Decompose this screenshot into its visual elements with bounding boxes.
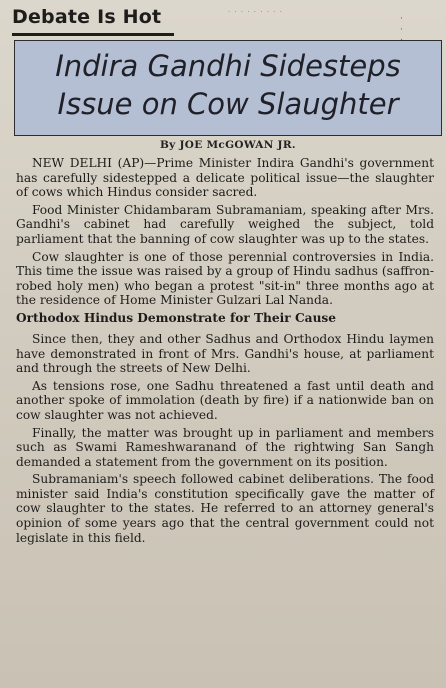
headline-line-2: Issue on Cow Slaughter bbox=[57, 87, 399, 121]
paragraph-5: As tensions rose, one Sadhu threatened a fast until death and another spoke of immolation (death by fire) if a nationwide ban on cow slaughter was not achieved. bbox=[16, 378, 434, 422]
kicker-rule bbox=[12, 33, 174, 36]
headline-box bbox=[14, 40, 442, 136]
paragraph-6: Finally, the matter was brought up in parliament and members such as Swami Rameshwaranand of the rightwing San Sangh demanded a statement from the government on its position. bbox=[16, 425, 434, 469]
paragraph-2: Food Minister Chidambaram Subramaniam, speaking after Mrs. Gandhi's cabinet had carefully weighed the subject, told parliament that the banning of cow slaughter was up to the states. bbox=[16, 202, 434, 246]
paragraph-3: Cow slaughter is one of those perennial controversies in India. This time the issue was raised by a group of Hindu sadhus (saffron-robed holy men) who began a protest "sit-in" three months ago at the residence of Home Minister Gulzari Lal Nanda. bbox=[16, 249, 434, 308]
headline-line-1: Indira Gandhi Sidesteps bbox=[55, 49, 401, 83]
paragraph-7: Subramaniam's speech followed cabinet deliberations. The food minister said India's constitution specifically gave the matter of cow slaughter to the states. He referred to an attorney general's opinion of some years ago that the central government could not legislate in this field. bbox=[16, 472, 434, 545]
paragraph-4: Since then, they and other Sadhus and Orthodox Hindu laymen have demonstrated in front of Mrs. Gandhi's house, at parliament and through the streets of New Delhi. bbox=[16, 331, 434, 376]
margin-marks: · · · · · · · · · bbox=[228, 8, 283, 16]
article-body bbox=[16, 156, 434, 548]
kicker-label: Debate Is Hot bbox=[12, 6, 162, 28]
byline: By JOE McGOWAN JR. bbox=[160, 139, 296, 151]
headline bbox=[15, 47, 441, 123]
subheading: Orthodox Hindus Demonstrate for Their Cause bbox=[16, 310, 337, 325]
paragraph-1: NEW DELHI (AP)—Prime Minister Indira Gandhi's government has carefully sidestepped a delicate political issue—the slaughter of cows which Hindus consider sacred. bbox=[16, 156, 434, 200]
edge-marks: · · bbox=[400, 14, 403, 35]
